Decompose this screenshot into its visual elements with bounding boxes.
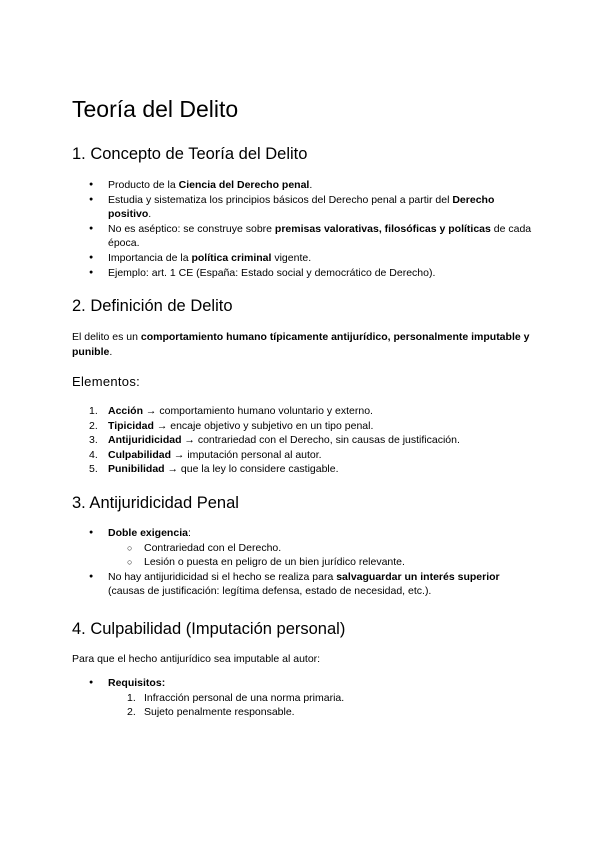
- section-2-heading: 2. Definición de Delito: [72, 297, 233, 315]
- list-item: ● Importancia de la política criminal vigente.: [72, 251, 532, 266]
- list-item: 1. Acción → comportamiento humano voluntario y externo.: [89, 405, 373, 417]
- list-item: ○ Lesión o puesta en peligro de un bien jurídico relevante.: [72, 555, 532, 570]
- section-4-intro: Para que el hecho antijurídico sea imputable al autor:: [72, 653, 321, 665]
- list-item: 4. Culpabilidad → imputación personal al autor.: [89, 448, 322, 461]
- list-item: ● Requisitos: 1. Infracción personal de una norma primaria. 2. Sujeto penalmente responsable.: [72, 676, 532, 720]
- elements-subheading: Elementos:: [72, 374, 141, 389]
- section-1-list: [72, 178, 532, 280]
- list-item: ● Doble exigencia: ○ Contrariedad con el Derecho. ○ Lesión o puesta en peligro de un bien jurídico relevante.: [72, 526, 532, 570]
- definition-paragraph: El delito es un comportamiento humano típicamente antijurídico, personalmente imputable y punible.: [72, 331, 530, 358]
- list-item: 3. Antijuridicidad → contrariedad con el Derecho, sin causas de justificación.: [89, 434, 460, 447]
- list-item: ● Producto de la Ciencia del Derecho penal.: [72, 178, 532, 193]
- list-item: ● No es aséptico: se construye sobre premisas valorativas, filosóficas y políticas de cada época.: [72, 222, 532, 251]
- requisites-list: [72, 676, 532, 720]
- list-item: 2. Sujeto penalmente responsable.: [127, 706, 295, 719]
- list-item: ○ Contrariedad con el Derecho.: [72, 541, 532, 556]
- section-1-heading: 1. Concepto de Teoría del Delito: [72, 145, 308, 163]
- list-item: 2. Tipicidad → encaje objetivo y subjetivo en un tipo penal.: [89, 419, 374, 432]
- list-item: 5. Punibilidad → que la ley lo considere castigable.: [89, 463, 339, 476]
- list-item: ● No hay antijuridicidad si el hecho se realiza para salvaguardar un interés superior (causas de justificación: legítima defensa, estado de necesidad, etc.).: [72, 570, 532, 599]
- list-item: ● Ejemplo: art. 1 CE (España: Estado social y democrático de Derecho).: [72, 266, 532, 281]
- list-item: 1. Infracción personal de una norma primaria.: [127, 691, 345, 704]
- section-3-list: [72, 526, 532, 599]
- elements-list: [72, 404, 532, 477]
- page-title: Teoría del Delito: [72, 96, 239, 122]
- list-item: ● Estudia y sistematiza los principios básicos del Derecho penal a partir del Derecho positivo.: [72, 193, 532, 222]
- section-4-heading: 4. Culpabilidad (Imputación personal): [72, 620, 346, 638]
- section-3-heading: 3. Antijuridicidad Penal: [72, 494, 239, 512]
